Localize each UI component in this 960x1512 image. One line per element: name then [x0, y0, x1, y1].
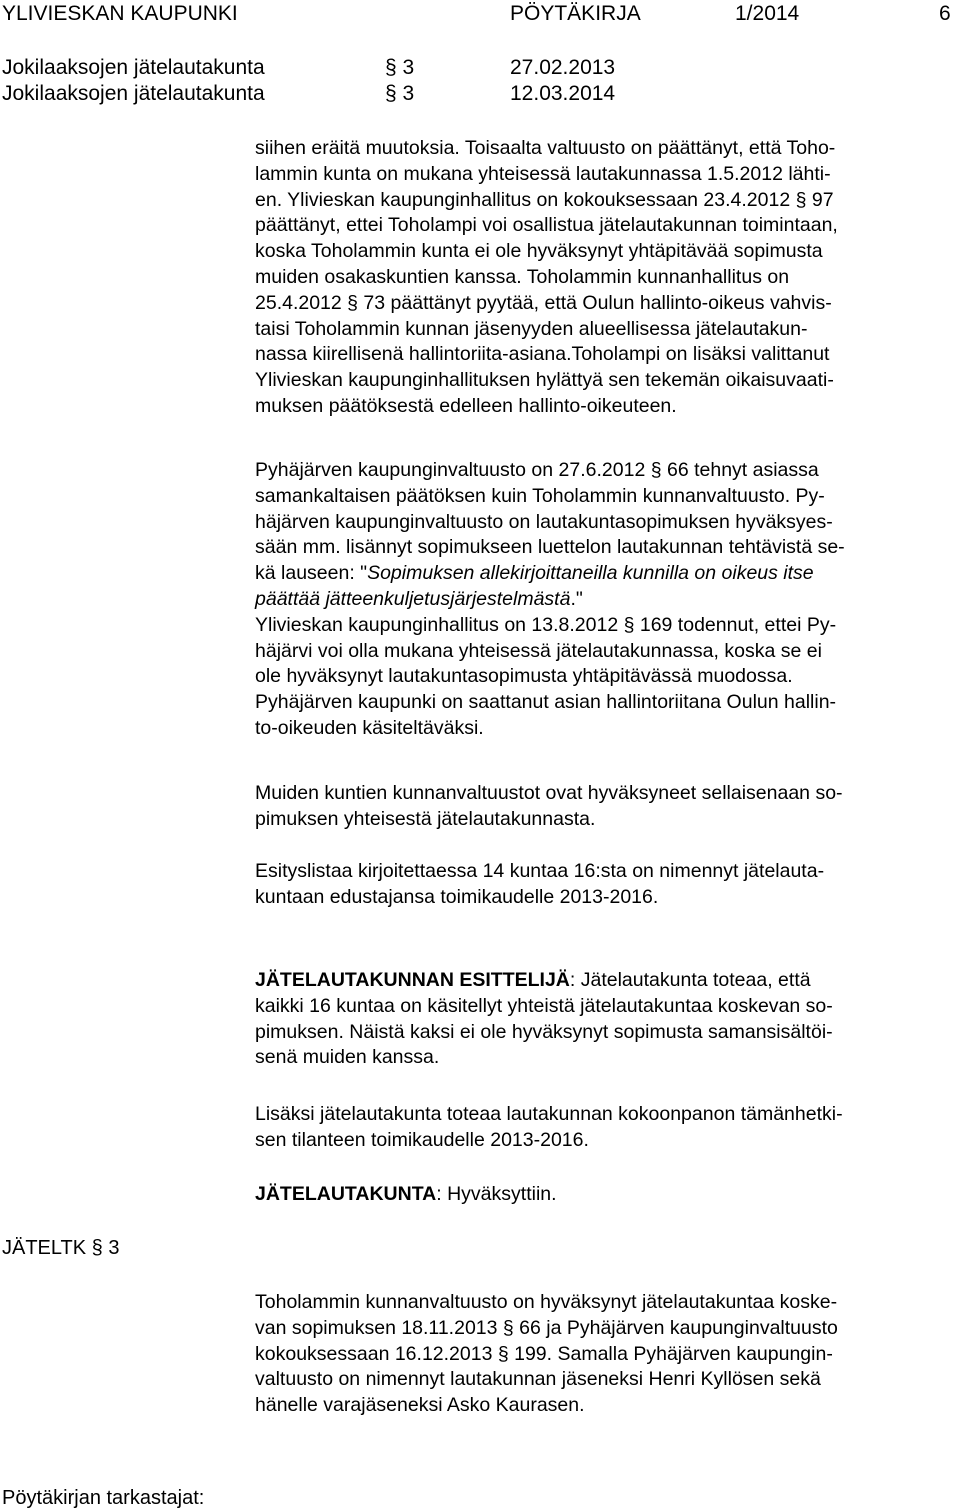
text-line: Toholammin kunnanvaltuusto on hyväksynyt jätelautakuntaa koske-: [255, 1291, 838, 1313]
text-line: 25.4.2012 § 73 päättänyt pyytää, että Oulun hallinto-oikeus vahvis-: [255, 291, 832, 314]
decision: [255, 1182, 957, 1208]
text-line: pimuksen yhteisestä jätelautakunnasta.: [255, 807, 596, 830]
quote-lead: kä lauseen: ": [255, 562, 368, 585]
footer-reviewers-label: Pöytäkirjan tarkastajat:: [2, 1487, 205, 1509]
text-line: lammin kunta on mukana yhteisessä lautakunnassa 1.5.2012 lähti-: [255, 162, 831, 185]
text-line: [255, 561, 957, 587]
pyhajarvi-paragraph: [255, 458, 957, 742]
document-number: 1/2014: [735, 2, 800, 25]
text-line: [255, 587, 957, 613]
text-line: koska Toholammin kunta ei ole hyväksynyt yhtäpitävää sopimusta: [255, 240, 823, 263]
text-line: pimuksen. Näistä kaksi ei ole hyväksynyt sopimusta samansisältöi-: [255, 1020, 833, 1043]
text-line: senä muiden kanssa.: [255, 1046, 440, 1069]
representatives-paragraph: [255, 859, 957, 911]
text-line: kaikki 16 kuntaa on käsitellyt yhteistä jätelautakuntaa koskevan so-: [255, 994, 833, 1017]
text-line: Pyhäjärven kaupunki on saattanut asian hallintoriitana Oulun hallin-: [255, 691, 837, 714]
text-line: Ylivieskan kaupunginhallitus on 13.8.2012 § 169 todennut, ettei Py-: [255, 613, 837, 636]
presenter-label: JÄTELAUTAKUNNAN ESITTELIJÄ: [255, 969, 570, 991]
text-line: Ylivieskan kaupunginhallituksen hylättyä sen tekemän oikaisuvaati-: [255, 369, 834, 392]
meeting-date: 27.02.2013: [510, 56, 616, 79]
text-line: häjärven kaupunginvaltuusto on lautakuntasopimuksen hyväksyes-: [255, 510, 833, 533]
document-type: PÖYTÄKIRJA: [510, 2, 641, 25]
decision-label: JÄTELAUTAKUNTA: [255, 1183, 437, 1205]
text-line: siihen eräitä muutoksia. Toisaalta valtuusto on päättänyt, että Toho-: [255, 137, 836, 159]
organization-name: YLIVIESKAN KAUPUNKI: [2, 2, 238, 25]
quote-end: .": [570, 587, 583, 610]
text-line: to-oikeuden käsiteltäväksi.: [255, 716, 484, 739]
text-line: ole hyväksynyt lautakuntasopimusta yhtäpitävässä muodossa.: [255, 665, 793, 688]
text-line: Pyhäjärven kaupunginvaltuusto on 27.6.2012 § 66 tehnyt asiassa: [255, 459, 819, 481]
text-line: Muiden kuntien kunnanvaltuustot ovat hyväksyneet sellaisenaan so-: [255, 782, 843, 804]
text-line: häjärvi voi olla mukana yhteisessä jätelautakunnassa, koska se ei: [255, 639, 822, 662]
presenter-proposal: [255, 968, 957, 1071]
presenter-addendum: [255, 1102, 957, 1154]
section-side-label: JÄTELTK § 3: [2, 1237, 120, 1259]
other-municipalities-paragraph: [255, 781, 957, 833]
text-line: hänelle varajäseneksi Asko Kaurasen.: [255, 1394, 585, 1417]
text-line: valtuusto on nimennyt lautakunnan jäseneksi Henri Kyllösen sekä: [255, 1368, 821, 1391]
presenter-text: : Jätelautakunta toteaa, että: [569, 969, 811, 991]
followup-paragraph: [255, 1290, 957, 1419]
background-paragraph: [255, 136, 957, 420]
text-line: kokouksessaan 16.12.2013 § 199. Samalla Pyhäjärven kaupungin-: [255, 1342, 833, 1365]
meeting-date: 12.03.2014: [510, 82, 616, 105]
text-line: Esityslistaa kirjoitettaessa 14 kuntaa 16:sta on nimennyt jätelauta-: [255, 860, 825, 882]
decision-text: : Hyväksyttiin.: [436, 1183, 557, 1205]
text-line: [255, 1182, 957, 1208]
text-line: nassa kiirellisenä hallintoriita-asiana.Toholampi on lisäksi valittanut: [255, 343, 830, 366]
meeting-body: Jokilaaksojen jätelautakunta: [2, 56, 265, 79]
page-number: 6: [939, 2, 951, 25]
text-line: sään mm. lisännyt sopimukseen luettelon lautakunnan tehtävistä se-: [255, 536, 845, 559]
text-line: päättänyt, ettei Toholampi voi osallistua jätelautakunnan toimintaan,: [255, 214, 838, 237]
text-line: en. Ylivieskan kaupunginhallitus on kokouksessaan 23.4.2012 § 97: [255, 188, 834, 211]
quote-text: Sopimuksen allekirjoittaneilla kunnilla on oikeus itse: [367, 562, 814, 585]
text-line: muksen päätöksestä edelleen hallinto-oikeuteen.: [255, 394, 677, 417]
text-line: van sopimuksen 18.11.2013 § 66 ja Pyhäjärven kaupunginvaltuusto: [255, 1316, 838, 1339]
meeting-section: § 3: [385, 82, 415, 105]
text-line: Lisäksi jätelautakunta toteaa lautakunnan kokoonpanon tämänhetki-: [255, 1103, 843, 1125]
text-line: [255, 968, 957, 994]
text-line: taisi Toholammin kunnan jäsenyyden alueellisessa jätelautakun-: [255, 317, 808, 340]
text-line: kuntaan edustajansa toimikaudelle 2013-2016.: [255, 885, 659, 908]
meeting-section: § 3: [385, 56, 415, 79]
quote-text: päättää jätteenkuljetusjärjestelmästä: [255, 587, 571, 610]
text-line: sen tilanteen toimikaudelle 2013-2016.: [255, 1128, 589, 1151]
text-line: samankaltaisen päätöksen kuin Toholammin kunnanvaltuusto. Py-: [255, 484, 825, 507]
text-line: muiden osakaskuntien kanssa. Toholammin kunnanhallitus on: [255, 265, 790, 288]
meeting-body: Jokilaaksojen jätelautakunta: [2, 82, 265, 105]
